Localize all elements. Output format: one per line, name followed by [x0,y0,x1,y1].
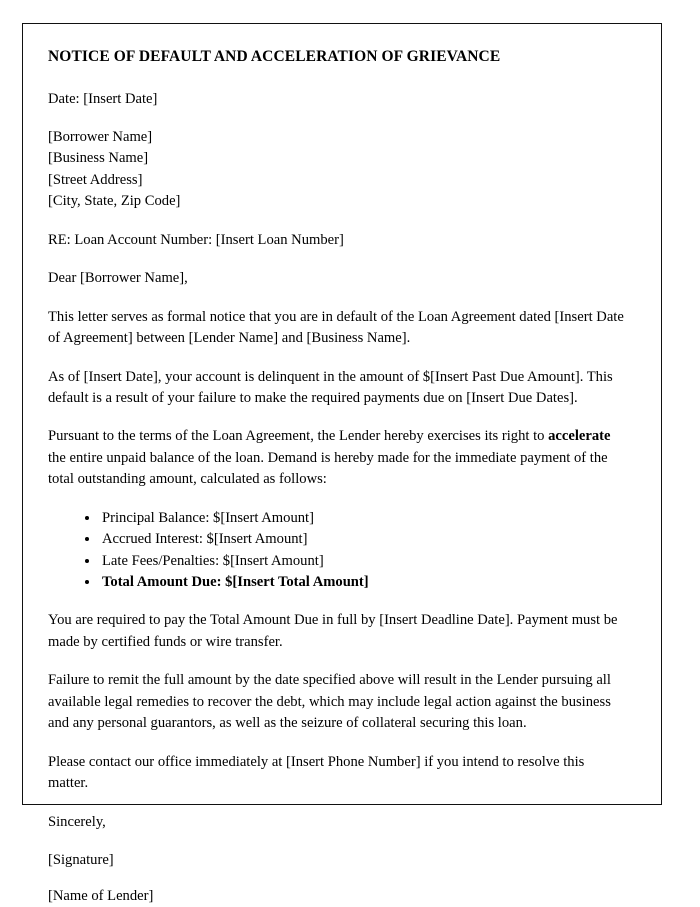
acceleration-text-before: Pursuant to the terms of the Loan Agreement, the Lender hereby exercises its right to [48,428,549,445]
recipient-city-state-zip: [City, State, Zip Code] [48,193,181,210]
date-line: Date: [Insert Date] [48,90,158,107]
page-title: NOTICE OF DEFAULT AND ACCELERATION OF GRIEVANCE [48,48,501,65]
paragraph-consequences: Failure to remit the full amount by the date specified above will result in the Lender pursuing all available legal remedies to recover the debt, which may include legal action against the business and any personal guarantors, as well as the seizure of collateral securing this loan. [48,672,611,732]
closing-salutation: Sincerely, [48,813,106,830]
salutation: Dear [Borrower Name], [48,270,188,287]
paragraph-default-notice: This letter serves as formal notice that you are in default of the Loan Agreement dated [Insert Date of Agreement] between [Lender Name] and [Business Name]. [48,308,624,347]
recipient-borrower-name: [Borrower Name] [48,129,153,146]
amount-breakdown-list [48,508,625,594]
acceleration-text-after: the entire unpaid balance of the loan. Demand is hereby made for the immediate payment of the total outstanding amount, calculated as follows: [48,449,608,488]
recipient-street-address: [Street Address] [48,171,143,188]
paragraph-delinquency: As of [Insert Date], your account is delinquent in the amount of $[Insert Past Due Amount]. This default is a result of your failure to make the required payments due on [Insert Due Dates]. [48,368,613,406]
signature-placeholder: [Signature] [48,851,114,868]
clipped-trailing-line: [Name of Lender] [48,888,154,904]
reference-line: RE: Loan Account Number: [Insert Loan Number] [48,231,344,248]
list-item: • Principal Balance: $[Insert Amount] [100,508,625,529]
list-item: • Late Fees/Penalties: $[Insert Amount] [100,551,625,572]
document-page [22,23,662,904]
document-body [23,24,661,907]
recipient-business-name: [Business Name] [48,150,149,167]
recipient-address-block [48,127,625,213]
list-item-total: • Total Amount Due: $[Insert Total Amount] [100,572,625,593]
list-item: • Accrued Interest: $[Insert Amount] [100,529,625,550]
paragraph-acceleration [48,426,625,490]
paragraph-contact: Please contact our office immediately at [Insert Phone Number] if you intend to resolve this matter. [48,753,585,792]
paragraph-payment-terms: You are required to pay the Total Amount Due in full by [Insert Deadline Date]. Payment must be made by certified funds or wire transfer. [48,612,618,650]
acceleration-bold-word: accelerate [548,428,611,445]
